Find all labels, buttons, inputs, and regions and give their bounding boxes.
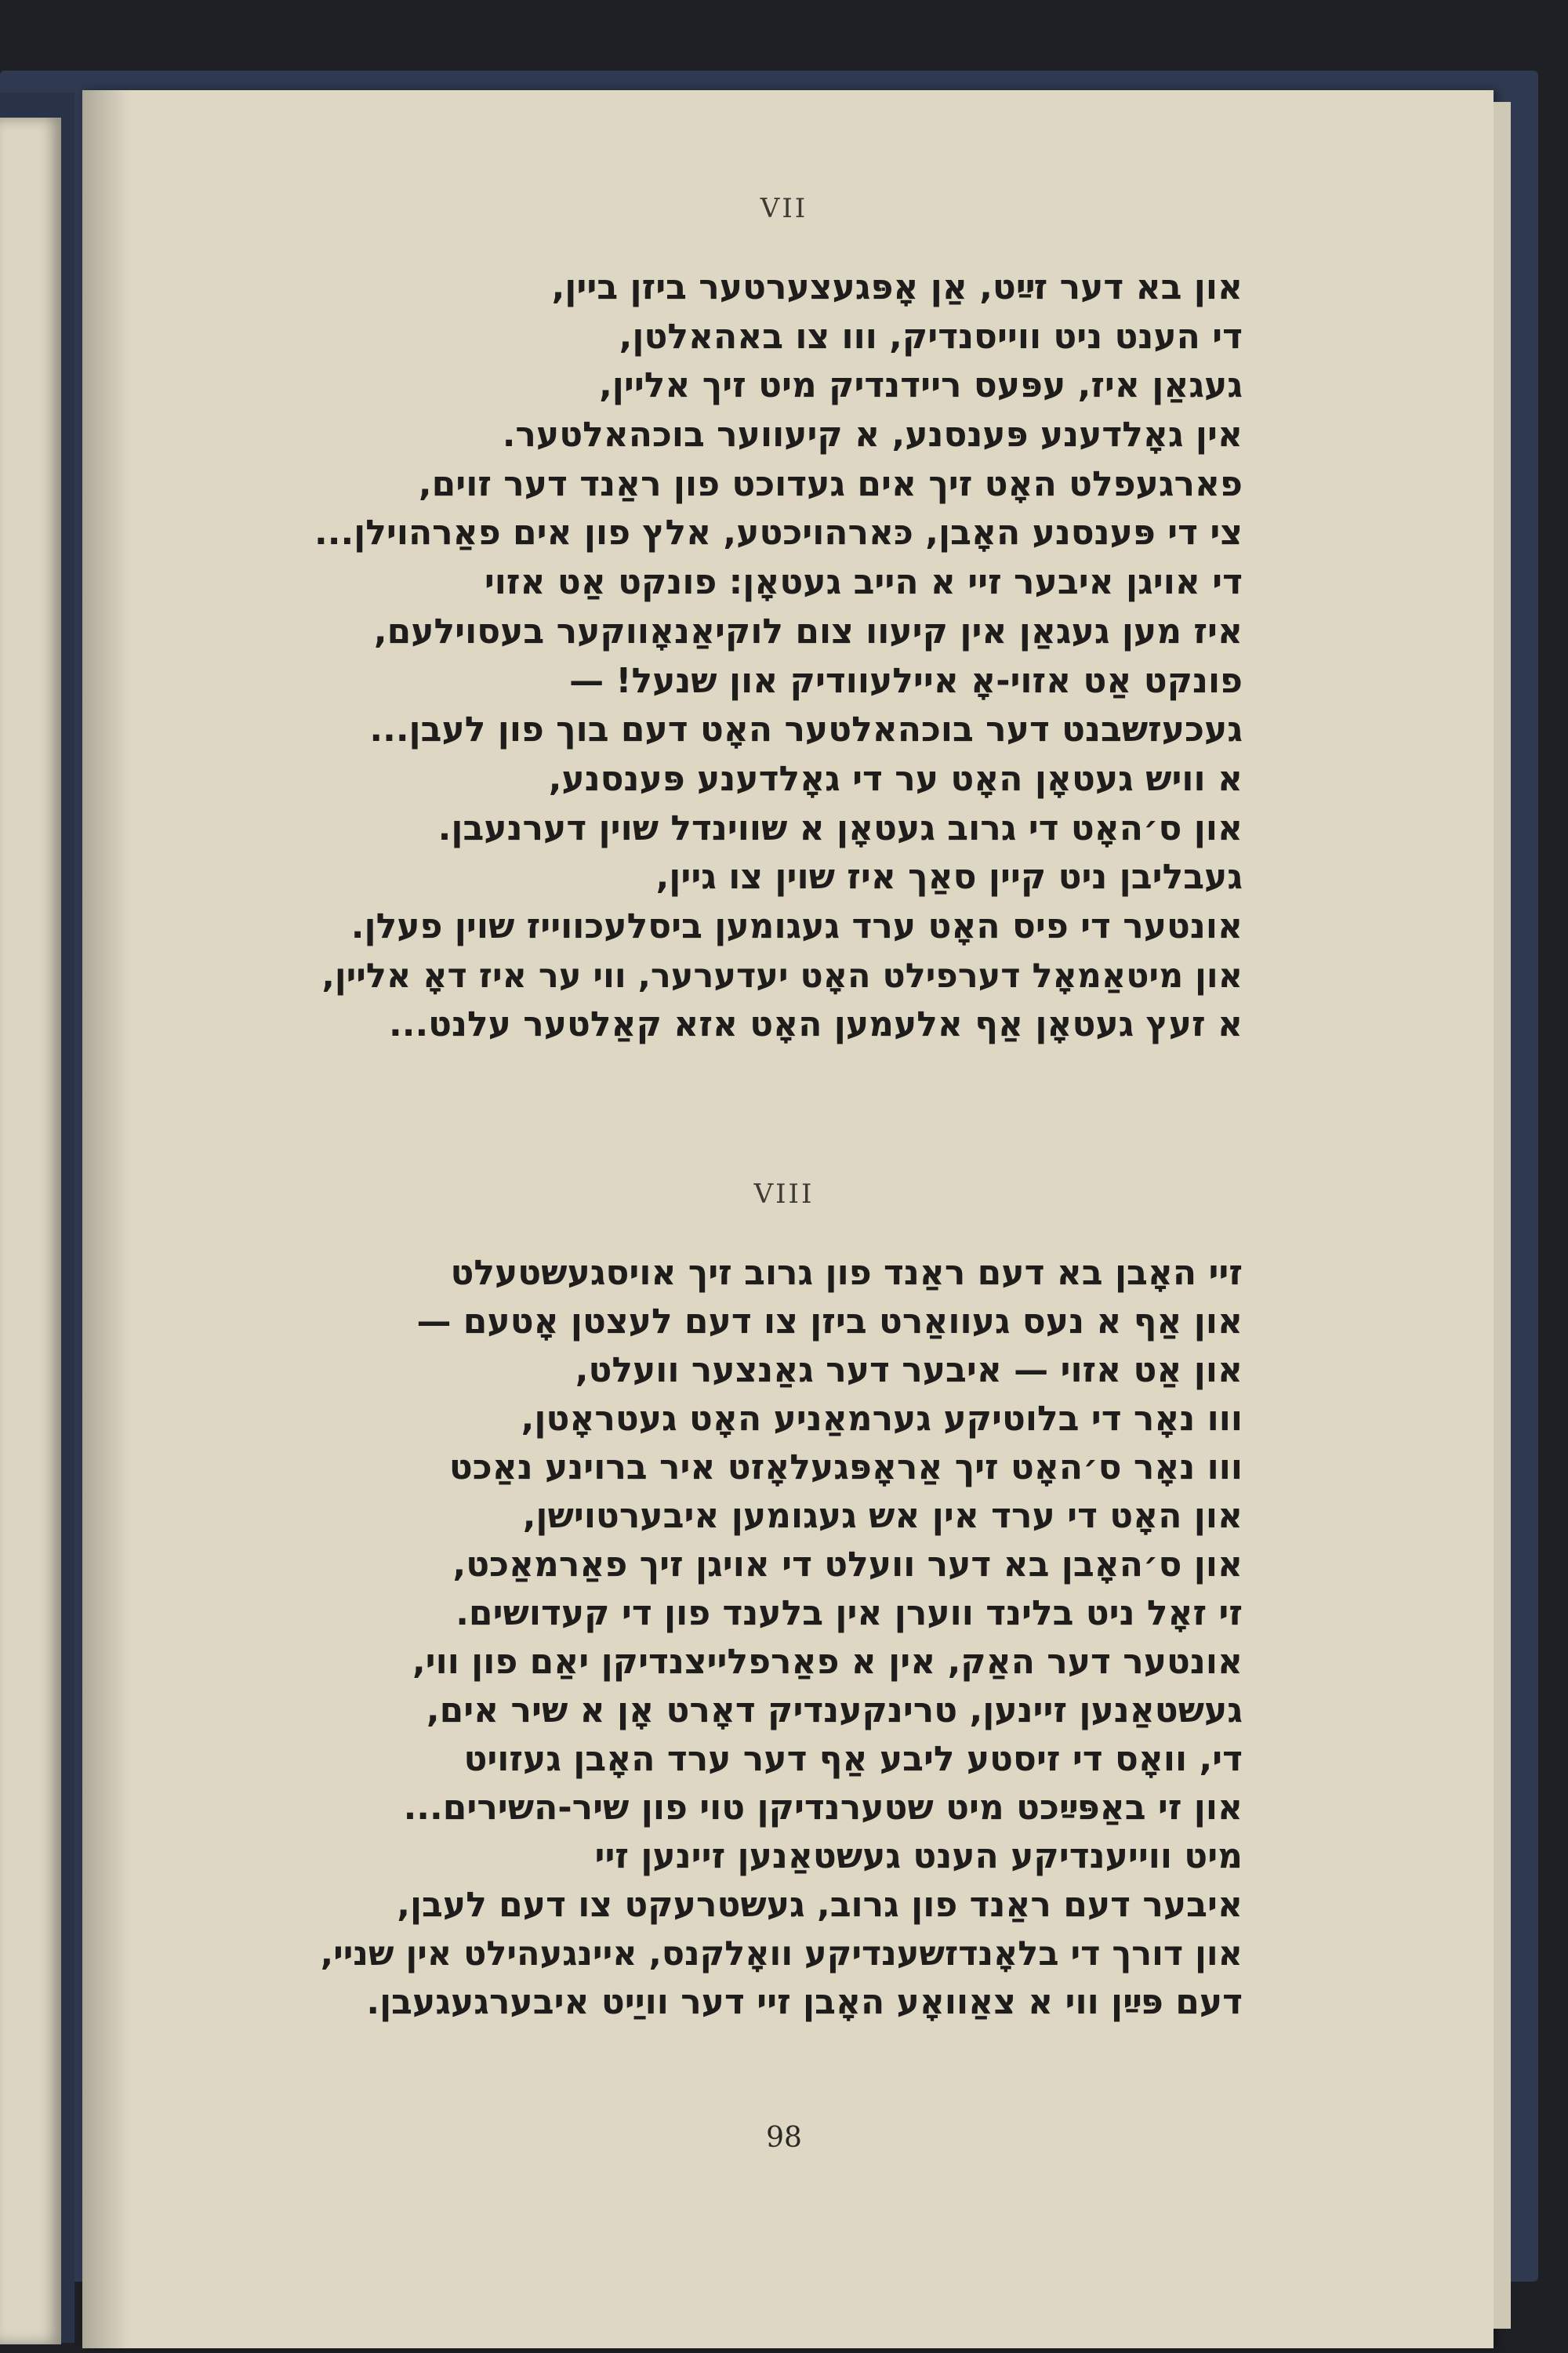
verse-line: אונטער די פיס האָט ערד געגומען ביסלעכווייז שוין פעלן. <box>350 906 1243 946</box>
verse-line: די, וואָס די זיסטע ליבע אַף דער ערד האָבן געזויט <box>463 1739 1243 1779</box>
verse-line: געשטאַנען זיינען, טרינקענדיק דאָרט אָן א שיר אים, <box>426 1690 1243 1730</box>
verse-line: איבער דעם ראַנד פון גרוב, געשטרעקט צו דעם לעבן, <box>397 1885 1243 1925</box>
verse-line: געגאַן איז, עפּעס ריידנדיק מיט זיך אליין, <box>599 365 1243 406</box>
verse-line: זיי האָבן בא דעם ראַנד פון גרוב זיך אויסגעשטעלט <box>450 1253 1243 1293</box>
verse-line: א זעץ געטאָן אַף אלעמען האָט אזא קאַלטער עלנט... <box>389 1004 1243 1045</box>
verse-line: און זי באַפּײַכט מיט שטערנדיקן טוי פון שיר-השירים... <box>403 1788 1243 1828</box>
verse-line: מיט ווייענדיקע הענט געשטאַנען זיינען זיי <box>594 1836 1243 1876</box>
verse-line: געכעזשבנט דער בוכהאלטער האָט דעם בוך פון לעבן... <box>369 710 1243 750</box>
verse-line: פונקט אַט אזוי-אָ איילעוודיק און שנעל! — <box>569 660 1243 701</box>
verse-line: צי די פּענסנע האָבן, כּארהויכטע, אלץ פון אים פאַרהוילן... <box>314 513 1243 554</box>
verse-line: און אַט אזוי — איבער דער גאַנצער וועלט, <box>575 1350 1243 1390</box>
verse-line: ווו נאָר ס׳האָט זיך אַראָפּגעלאָזט איר ברוינע נאַכט <box>448 1447 1243 1487</box>
verse-line: און מיטאַמאָל דערפילט האָט יעדערער, ווי ער איז דאָ אליין, <box>321 956 1243 996</box>
stanza-viii <box>302 1249 1243 2027</box>
section-numeral: VII <box>760 193 808 224</box>
verse-line: דעם פּײַן ווי א צאַוואָע האָבן זיי דער וויַיט איבערגעגעבן. <box>366 1982 1243 2022</box>
section-numeral: VIII <box>753 1178 815 1210</box>
verse-line: איז מען געגאַן אין קיעוו צום לוקיאַנאָווקער בעסוילעם, <box>373 611 1243 652</box>
stanza-vii <box>302 263 1243 1050</box>
verse-line: און בא דער זײַט, אַן אָפּגעצערטער ביזן ביין, <box>551 267 1243 307</box>
verse-line: ווו נאָר די בלוטיקע גערמאַניע האָט געטראָטן, <box>521 1399 1243 1439</box>
previous-page-edge <box>0 118 61 2344</box>
verse-line: און דורך די בלאָנדזשענדיקע וואָלקנס, איינגעהילט אין שניי, <box>320 1934 1243 1974</box>
page-stack-edge <box>1494 102 1511 2329</box>
verse-line: אין גאָלדענע פּענסנע, א קיעווער בוכהאלטער. <box>502 415 1243 456</box>
verse-line: און אַף א נעס געוואַרט ביזן צו דעם לעצטן אָטעם — <box>416 1302 1243 1342</box>
verse-line: געבליבן ניט קיין סאַך איז שוין צו גיין, <box>655 857 1243 898</box>
verse-line: און ס׳האָט די גרוב געטאָן א שווינדל שוין דערנעבן. <box>437 808 1243 848</box>
verse-line: און האָט די ערד אין אש געגומען איבערטוישן, <box>522 1496 1243 1536</box>
verse-line: א וויש געטאָן האָט ער די גאָלדענע פּענסנע, <box>548 758 1243 799</box>
verse-line: און ס׳האָבן בא דער וועלט די אויגן זיך פאַרמאַכט, <box>452 1545 1243 1585</box>
verse-line: פארגעפלט האָט זיך אים געדוכט פון ראַנד דער זוים, <box>418 463 1243 504</box>
verse-line: אונטער דער האַק, אין א פאַרפלייצנדיקן יאַם פון ווי, <box>412 1642 1243 1682</box>
gutter-shadow <box>82 90 129 2348</box>
verse-line: די אויגן איבער זיי א הייב געטאָן: פונקט אַט אזוי <box>484 562 1243 603</box>
verse-line: זי זאָל ניט בלינד ווערן אין בלענד פון די קעדושים. <box>456 1593 1243 1633</box>
verse-line: די הענט ניט ווייסנדיק, ווו צו באהאלטן, <box>619 316 1243 357</box>
page-number: 98 <box>766 2122 802 2154</box>
